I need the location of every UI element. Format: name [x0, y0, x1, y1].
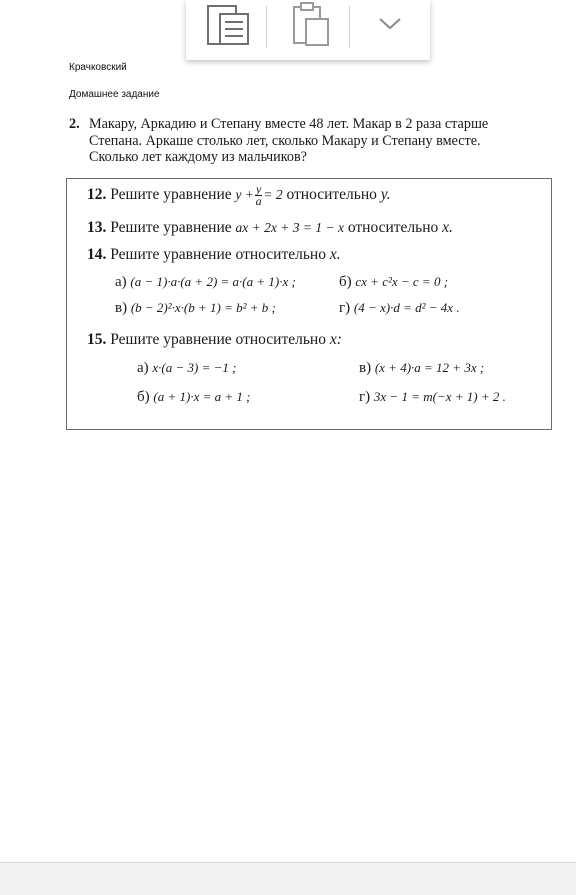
- item-label: а): [115, 274, 127, 290]
- problem-15-v: [359, 360, 484, 377]
- item-label: б): [339, 274, 352, 290]
- item-label: в): [115, 300, 128, 316]
- equation: (b − 2)²·x·(b + 1) = b² + b ;: [130, 300, 276, 315]
- problem-box: [66, 178, 552, 430]
- problem-number: 15.: [87, 331, 107, 348]
- problem-number: 12.: [87, 186, 107, 204]
- paste-button[interactable]: [278, 0, 346, 48]
- problem-15: [87, 331, 342, 349]
- task-2: [69, 116, 544, 166]
- equation: (4 − x)·d = d² − 4x .: [353, 300, 460, 315]
- problem-text: Решите уравнение: [110, 219, 232, 236]
- problem-text: Решите уравнение относительно: [110, 331, 326, 348]
- item-label: г): [339, 300, 351, 316]
- author-name: Крачковский: [69, 62, 127, 73]
- problem-tail: относительно: [286, 186, 377, 204]
- problem-14-g: [339, 300, 460, 317]
- viewer-bottom-bar: [0, 862, 576, 895]
- equation: (a + 1)·x = a + 1 ;: [153, 389, 251, 404]
- equation: cx + c²x − c = 0 ;: [355, 274, 449, 289]
- equation: (a − 1)·a·(a + 2) = a·(a + 1)·x ;: [130, 274, 296, 289]
- problem-15-a: [137, 360, 236, 377]
- copy-button[interactable]: [192, 0, 266, 48]
- problem-14: [87, 246, 341, 264]
- variable: y.: [380, 186, 391, 204]
- chevron-down-icon: [377, 16, 403, 32]
- toolbar-divider: [266, 6, 267, 48]
- variable: x.: [442, 219, 453, 236]
- variable: x:: [329, 331, 342, 348]
- task-number: 2.: [69, 116, 80, 132]
- problem-number: 13.: [87, 219, 107, 236]
- paste-icon: [292, 1, 332, 47]
- equation-part: = 2: [263, 187, 283, 203]
- problem-14-a: [115, 274, 296, 291]
- problem-12: [87, 184, 391, 207]
- task-text-line: Макару, Аркадию и Степану вместе 48 лет. Макар в 2 раза старше: [89, 116, 489, 132]
- item-label: г): [359, 389, 371, 405]
- expand-button[interactable]: [362, 0, 418, 48]
- fraction-denominator: a: [255, 194, 262, 208]
- problem-15-b: [137, 389, 250, 406]
- problem-14-v: [115, 300, 276, 317]
- equation: ax + 2x + 3 = 1 − x: [235, 220, 344, 235]
- fraction-numerator: y: [256, 182, 262, 196]
- variable: x.: [329, 246, 341, 263]
- problem-tail: относительно: [347, 219, 439, 236]
- equation-part: y +: [235, 187, 255, 203]
- homework-title: Домашнее задание: [69, 89, 160, 100]
- toolbar-divider: [349, 6, 350, 48]
- floating-toolbar: [186, 0, 430, 60]
- equation: (x + 4)·a = 12 + 3x ;: [374, 360, 485, 375]
- problem-text: Решите уравнение: [110, 186, 232, 204]
- problem-number: 14.: [87, 246, 107, 263]
- equation: x·(a − 3) = −1 ;: [152, 360, 237, 375]
- task-text-line: Сколько лет каждому из мальчиков?: [89, 149, 307, 165]
- fraction: [255, 184, 262, 207]
- problem-13: [87, 219, 453, 237]
- item-label: б): [137, 389, 150, 405]
- item-label: в): [359, 360, 372, 376]
- problem-14-b: [339, 274, 448, 291]
- problem-text: Решите уравнение относительно: [110, 246, 326, 263]
- item-label: а): [137, 360, 149, 376]
- problem-15-g: [359, 389, 506, 406]
- task-text-line: Степана. Аркаше столько лет, сколько Макару и Степану вместе.: [89, 132, 481, 149]
- copy-icon: [206, 2, 252, 46]
- equation: 3x − 1 = m(−x + 1) + 2 .: [373, 389, 506, 404]
